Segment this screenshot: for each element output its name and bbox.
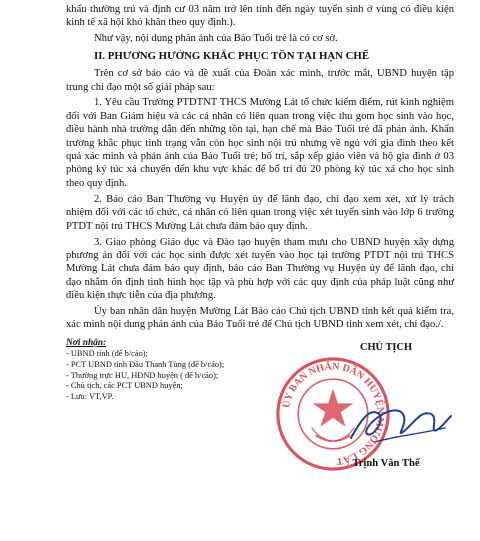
recipient-item: - UBND tỉnh (để b/cáo); [66,349,148,359]
paragraph-intro: Trên cơ sở báo cáo và đề xuất của Đoàn xác minh, trước mắt, UBND huyện tập trung chỉ đạo một số giải pháp sau: [66,68,454,93]
recipient-item: - Thường trực HU, HĐND huyện ( để b/cáo); [66,370,219,380]
signer-role: CHỦ TỊCH [359,341,413,353]
paragraph-closing: Ủy ban nhân dân huyện Mường Lát Báo cáo Chủ tịch UBND tỉnh kết quả kiểm tra, xác minh nội dung phản ánh của Báo Tuổi trẻ để Chủ tịch UBND tỉnh xem xét, chỉ đạo./. [66,306,454,331]
paragraph-item-1: 1. Yêu cầu Trường PTDTNT THCS Mường Lát tổ chức kiểm điểm, rút kinh nghiệm đối với Ban Giám hiệu và các cá nhân có liên quan trong việc thu gom học sinh vào học, điều hành nhà trường dẫn đến những tồn tại, hạn chế mà Báo Tuổi trẻ đã phản ánh. Khẩn trương khắc phục tình trạng vẫn còn học sinh nội trú nhưng về ngủ với gia đình theo kết quả xác minh và phản ánh của Báo Tuổi trẻ; bố trí, sắp xếp giáo viên và hộ gia đình ở 03 phòng ký túc xá chuyển đến khu vực khác để bố trí đủ 20 phòng ký túc xá cho học sinh theo quy định. [66,97,454,189]
document-body [66,3,454,332]
recipient-item: - PCT UBND tỉnh Đầu Thanh Tùng (để b/cáo); [66,360,225,370]
document-footer [66,338,454,508]
recipient-item: - Lưu: VT,VP. [66,391,114,401]
recipient-item: - Chủ tịch, các PCT UBND huyện; [66,381,183,391]
recipients-block [66,338,276,403]
paragraph-item-2: 2. Báo cáo Ban Thường vụ Huyện ủy để lãnh đạo, chỉ đạo xem xét, xử lý trách nhiệm đối với các tổ chức, cá nhân có liên quan trong việc xét tuyển sinh vào lớp 6 trường PTDT nội trú THCS Mường Lát chưa đảm bảo quy định. [66,193,454,232]
signer-block [280,338,461,508]
paragraph-item-3: 3. Giao phòng Giáo dục và Đào tạo huyện tham mưu cho UBND huyện xây dựng phương án đối với các học sinh được xét tuyển vào học tại trường PTDT nội trú THCS Mường Lát chưa đảm bảo quy định, báo cáo Ban Thường vụ Huyện ủy để lãnh đạo, chỉ đạo nhằm ổn định tình hình học tập và phù hợp với các quy định của pháp luật cũng như điều kiện thực tiễn của địa phương. [66,236,454,302]
signer-name: Trịnh Văn Thế [352,457,420,469]
paragraph-continued: khẩu thường trú và định cư 03 năm trở lên tính đến ngày tuyển sinh ở vùng có điều kiện kinh tế xã hội khó khăn theo quy định.). [66,4,454,29]
section-heading: II. PHƯƠNG HƯỚNG KHẮC PHỤC TỒN TẠI HẠN CHẾ [94,49,370,62]
seal-ring-text: ỦY BAN NHÂN DÂN HUYỆN MƯỜNG LÁT [280,361,386,467]
paragraph-conclusion: Như vậy, nội dung phản ánh của Báo Tuổi trẻ là có cơ sở. [94,33,338,45]
recipients-title: Nơi nhận: [66,337,107,348]
handwritten-signature [345,394,455,454]
